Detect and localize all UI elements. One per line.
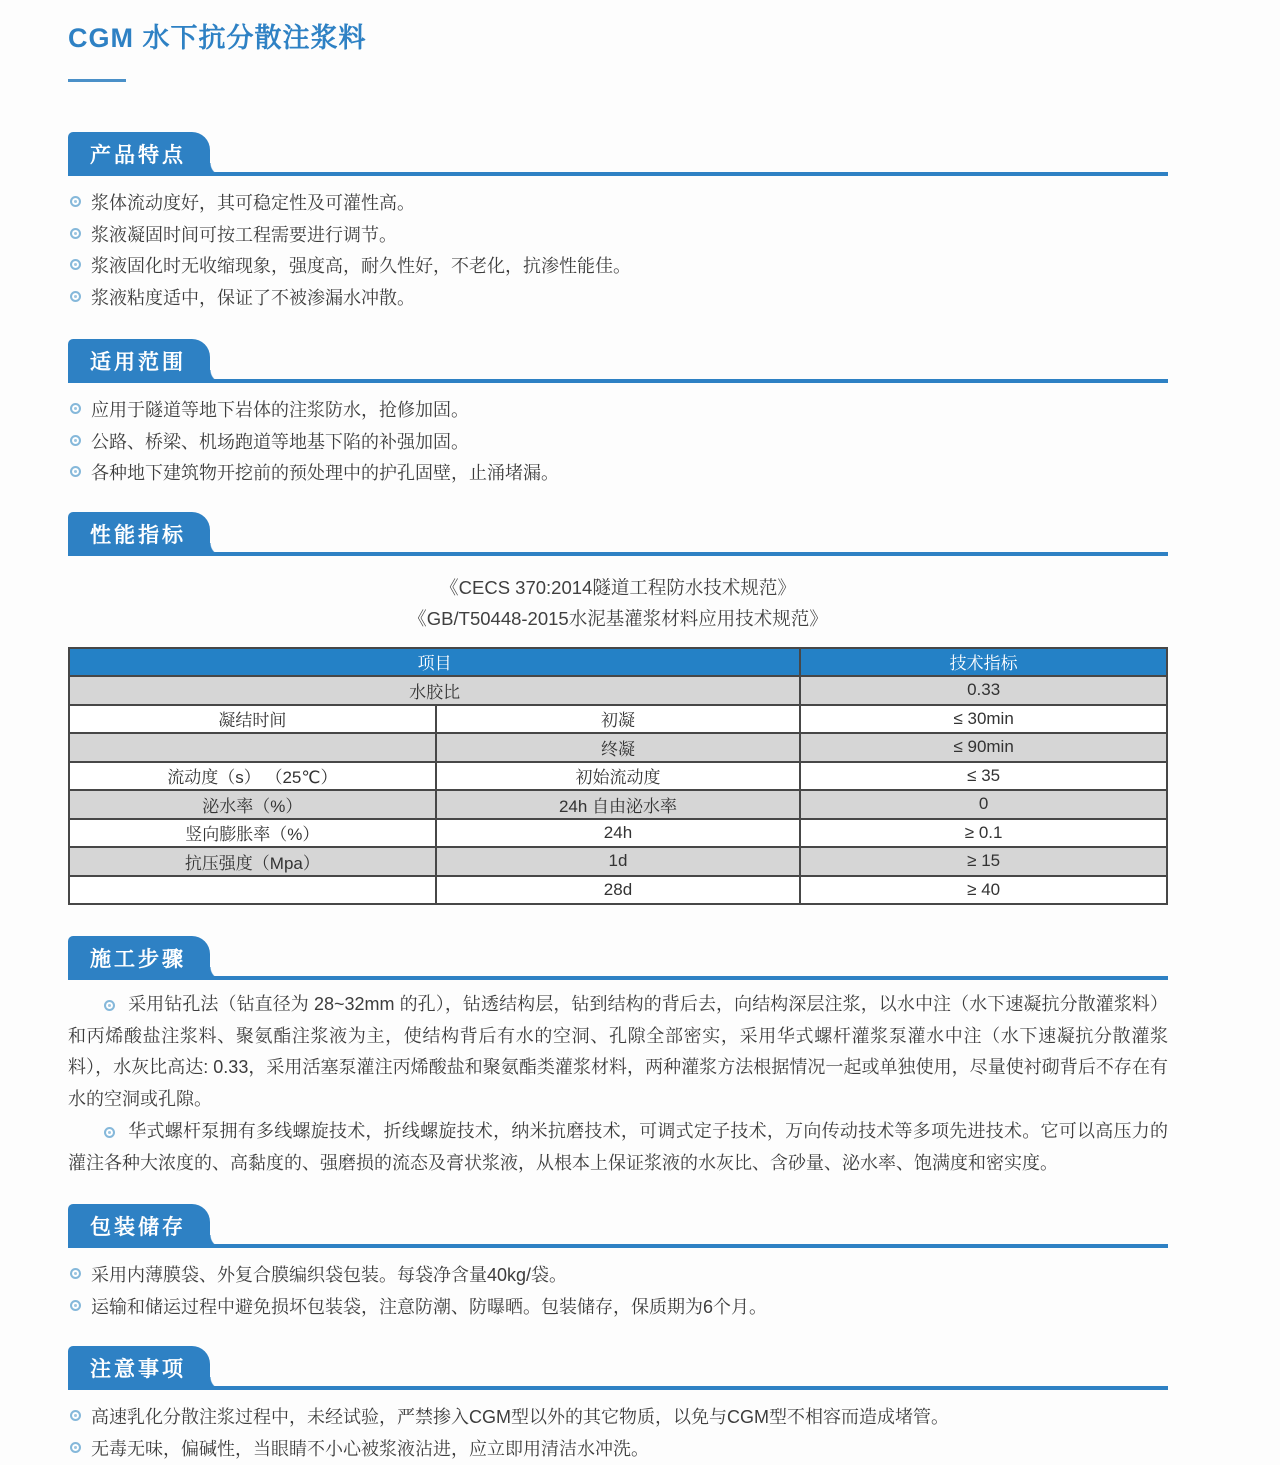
title-underline bbox=[68, 79, 126, 82]
ring-bullet-icon bbox=[70, 1442, 81, 1453]
table-row bbox=[69, 676, 1167, 705]
section-header-scope bbox=[68, 341, 1168, 383]
ring-bullet-icon bbox=[70, 196, 81, 207]
section-badge-steps bbox=[68, 936, 210, 980]
section-badge-scope bbox=[68, 339, 210, 383]
list-item bbox=[68, 1292, 1168, 1324]
table-cell: ≥ 15 bbox=[800, 847, 1167, 876]
standard-reference: 《CECS 370:2014隧道工程防水技术规范》 bbox=[68, 572, 1168, 603]
section-header-features bbox=[68, 134, 1168, 176]
section-features bbox=[68, 134, 1168, 314]
list-item-text: 浆液粘度适中，保证了不被渗漏水冲散。 bbox=[91, 283, 415, 315]
section-badge-performance bbox=[68, 512, 210, 556]
table-cell: ≥ 0.1 bbox=[800, 819, 1167, 848]
ring-bullet-icon bbox=[70, 1410, 81, 1421]
ring-bullet-icon bbox=[70, 435, 81, 446]
notes-list bbox=[68, 1402, 1168, 1465]
ring-bullet-icon bbox=[70, 403, 81, 414]
ring-bullet-icon bbox=[70, 1300, 81, 1311]
table-cell: ≥ 40 bbox=[800, 876, 1167, 905]
section-header-notes bbox=[68, 1348, 1168, 1390]
standards-references bbox=[68, 572, 1168, 634]
section-rule bbox=[68, 552, 1168, 556]
section-title: 包装储存 bbox=[90, 1216, 186, 1239]
scope-list bbox=[68, 395, 1168, 490]
section-rule bbox=[68, 976, 1168, 980]
table-row bbox=[69, 762, 1167, 791]
table-cell: 28d bbox=[436, 876, 801, 905]
section-packaging bbox=[68, 1206, 1168, 1323]
document-page bbox=[68, 0, 1168, 1465]
step-paragraph bbox=[68, 1116, 1168, 1179]
list-item-text: 各种地下建筑物开挖前的预处理中的护孔固壁，止涌堵漏。 bbox=[91, 458, 559, 490]
ring-bullet-icon bbox=[70, 259, 81, 270]
section-rule bbox=[68, 379, 1168, 383]
section-notes bbox=[68, 1348, 1168, 1465]
table-row bbox=[69, 733, 1167, 762]
table-cell: 竖向膨胀率（%） bbox=[69, 819, 436, 848]
list-item-text: 无毒无味，偏碱性，当眼睛不小心被浆液沾进，应立即用清洁水冲洗。 bbox=[91, 1434, 649, 1465]
list-item-text: 运输和储运过程中避免损坏包装袋，注意防潮、防曝晒。包装储存，保质期为6个月。 bbox=[91, 1292, 767, 1324]
ring-bullet-icon bbox=[70, 466, 81, 477]
section-header-packaging bbox=[68, 1206, 1168, 1248]
list-item-text: 公路、桥梁、机场跑道等地基下陷的补强加固。 bbox=[91, 427, 469, 459]
list-item-text: 高速乳化分散注浆过程中，未经试验，严禁掺入CGM型以外的其它物质，以免与CGM型不相容而造成堵管。 bbox=[91, 1402, 949, 1434]
section-rule bbox=[68, 172, 1168, 176]
table-row bbox=[69, 819, 1167, 848]
table-row bbox=[69, 705, 1167, 734]
list-item bbox=[68, 458, 1168, 490]
list-item bbox=[68, 1434, 1168, 1465]
packaging-list bbox=[68, 1260, 1168, 1323]
table-cell: 泌水率（%） bbox=[69, 790, 436, 819]
table-cell: 凝结时间 bbox=[69, 705, 436, 734]
list-item bbox=[68, 395, 1168, 427]
table-cell: ≤ 30min bbox=[800, 705, 1167, 734]
page-title: CGM 水下抗分散注浆料 bbox=[68, 16, 1168, 55]
section-title: 性能指标 bbox=[90, 524, 186, 547]
table-cell: 1d bbox=[436, 847, 801, 876]
section-badge-notes bbox=[68, 1346, 210, 1390]
table-cell: 0 bbox=[800, 790, 1167, 819]
ring-bullet-icon bbox=[70, 291, 81, 302]
performance-table bbox=[68, 647, 1168, 906]
list-item bbox=[68, 427, 1168, 459]
table-row bbox=[69, 876, 1167, 905]
table-cell: 水胶比 bbox=[69, 676, 800, 705]
step-paragraph bbox=[68, 989, 1168, 1115]
section-title: 适用范围 bbox=[90, 351, 186, 374]
section-scope bbox=[68, 341, 1168, 490]
table-cell: 初凝 bbox=[436, 705, 801, 734]
table-cell: 抗压强度（Mpa） bbox=[69, 847, 436, 876]
ring-bullet-icon bbox=[104, 1127, 115, 1138]
table-cell: 终凝 bbox=[436, 733, 801, 762]
ring-bullet-icon bbox=[70, 1268, 81, 1279]
list-item bbox=[68, 1260, 1168, 1292]
ring-bullet-icon bbox=[70, 228, 81, 239]
table-cell: 24h 自由泌水率 bbox=[436, 790, 801, 819]
section-title: 施工步骤 bbox=[90, 948, 186, 971]
standard-reference: 《GB/T50448-2015水泥基灌浆材料应用技术规范》 bbox=[68, 603, 1168, 634]
list-item bbox=[68, 220, 1168, 252]
table-row bbox=[69, 790, 1167, 819]
section-rule bbox=[68, 1386, 1168, 1390]
section-title: 产品特点 bbox=[90, 144, 186, 167]
section-rule bbox=[68, 1244, 1168, 1248]
list-item-text: 浆液固化时无收缩现象，强度高，耐久性好，不老化，抗渗性能佳。 bbox=[91, 251, 631, 283]
table-row bbox=[69, 847, 1167, 876]
list-item bbox=[68, 283, 1168, 315]
section-badge-packaging bbox=[68, 1204, 210, 1248]
table-cell: 0.33 bbox=[800, 676, 1167, 705]
list-item bbox=[68, 251, 1168, 283]
steps-paragraphs bbox=[68, 989, 1168, 1179]
list-item-text: 采用内薄膜袋、外复合膜编织袋包装。每袋净含量40kg/袋。 bbox=[91, 1260, 567, 1292]
table-header-row bbox=[69, 648, 1167, 677]
table-cell: 流动度（s） （25℃） bbox=[69, 762, 436, 791]
list-item-text: 浆液凝固时间可按工程需要进行调节。 bbox=[91, 220, 397, 252]
section-badge-features bbox=[68, 132, 210, 176]
list-item bbox=[68, 1402, 1168, 1434]
table-cell: ≤ 90min bbox=[800, 733, 1167, 762]
section-header-performance bbox=[68, 514, 1168, 556]
section-header-steps bbox=[68, 938, 1168, 980]
list-item-text: 应用于隧道等地下岩体的注浆防水，抢修加固。 bbox=[91, 395, 469, 427]
table-cell: ≤ 35 bbox=[800, 762, 1167, 791]
list-item bbox=[68, 188, 1168, 220]
list-item-text: 浆体流动度好，其可稳定性及可灌性高。 bbox=[91, 188, 415, 220]
column-header-item: 项目 bbox=[69, 648, 800, 677]
section-performance bbox=[68, 514, 1168, 906]
section-title: 注意事项 bbox=[90, 1358, 186, 1381]
column-header-indicator: 技术指标 bbox=[800, 648, 1167, 677]
table-cell: 24h bbox=[436, 819, 801, 848]
features-list bbox=[68, 188, 1168, 314]
table-cell: 初始流动度 bbox=[436, 762, 801, 791]
section-steps bbox=[68, 938, 1168, 1179]
step-paragraph-text: 采用钻孔法（钻直径为 28~32mm 的孔），钻透结构层，钻到结构的背后去，向结构深层注浆，以水中注（水下速凝抗分散灌浆料）和丙烯酸盐注浆料、聚氨酯注浆液为主，使结构背后有水的空洞、孔隙全部密实，采用华式螺杆灌浆泵灌水中注（水下速凝抗分散灌浆料），水灰比高达: 0.33，采用活塞泵灌注丙烯酸盐和聚氨酯类灌浆材料，两种灌浆方法根据情况一起或单独使用，尽量使衬砌背后不存在有水的空洞或孔隙。 bbox=[68, 994, 1168, 1109]
step-paragraph-text: 华式螺杆泵拥有多线螺旋技术，折线螺旋技术，纳米抗磨技术，可调式定子技术，万向传动技术等多项先进技术。它可以高压力的灌注各种大浓度的、高黏度的、强磨损的流态及膏状浆液，从根本上保证浆液的水灰比、含砂量、泌水率、饱满度和密实度。 bbox=[68, 1121, 1168, 1173]
ring-bullet-icon bbox=[104, 1000, 115, 1011]
table-cell bbox=[69, 876, 436, 905]
table-cell bbox=[69, 733, 436, 762]
